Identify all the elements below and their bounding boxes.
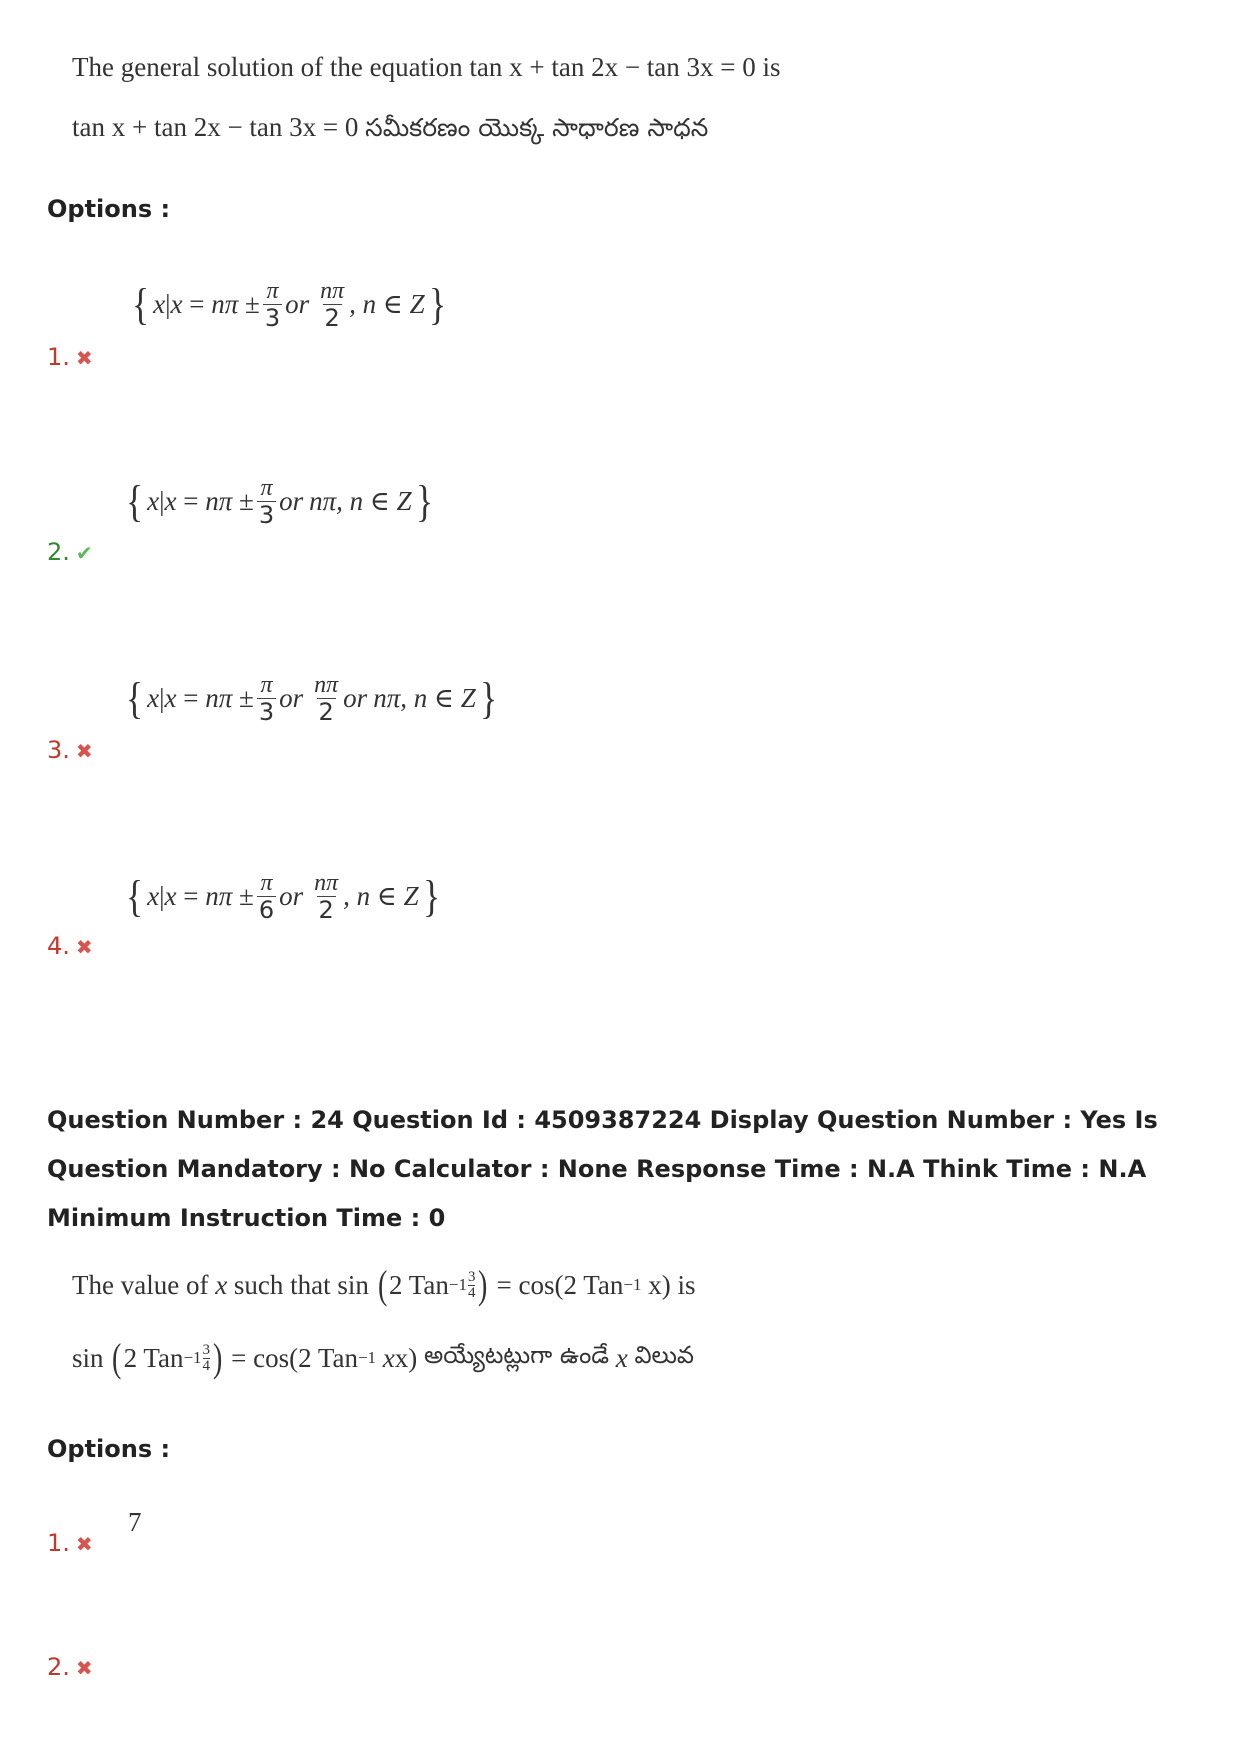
wrong-mark-icon: ✖	[75, 1532, 93, 1556]
wrong-mark-icon: ✖	[75, 1656, 93, 1680]
question-text-english: The general solution of the equation tan x + tan 2x − tan 3x = 0 is	[72, 52, 781, 82]
option-3-expression: { x | x = nπ ± $\frac{\pi}{3}$ or $\frac{n\pi}{2}$ or nπ, n ∈ Z }	[126, 672, 497, 726]
option-4-expression: { x | x = nπ ± $\frac{\pi}{6}$ or $\frac{n\pi}{2}$ , n ∈ Z }	[126, 870, 440, 924]
option-2-number: 2. ✔	[47, 538, 93, 566]
question-24-text-telugu: sin ( 2 Tan −1 3 4 ) = cos(2 Tan −1 x x) అయ్యేటట్లుగా ఉండే x విలువ	[72, 1335, 694, 1380]
option-1-number: 1. ✖	[47, 343, 93, 371]
question-24-text-english: The value of x such that sin ( 2 Tan −1 3 4 ) = cos(2 Tan −1 x) is	[72, 1262, 696, 1307]
option-3-number: 3. ✖	[47, 736, 93, 764]
options-label-q24: Options :	[47, 1435, 171, 1463]
option-2-expression: { x | x = nπ ± $\frac{\pi}{3}$ or nπ, n ∈ Z }	[126, 475, 433, 529]
q24-option-1-value: 7	[128, 1507, 142, 1537]
question-24-metadata: Question Number : 24 Question Id : 4509387224 Display Question Number : Yes Is Question Mandatory : No Calculator : None Response Time : N.A Think Time : N.A Minimum Instruction Time : 0	[47, 1106, 1158, 1232]
wrong-mark-icon: ✖	[75, 935, 93, 959]
wrong-mark-icon: ✖	[75, 346, 93, 370]
correct-check-icon: ✔	[75, 541, 93, 565]
option-1-expression: { x | x = nπ ± $\frac{\pi}{3}$ or $\frac{n\pi}{2}$ , n ∈ Z }	[132, 278, 446, 332]
q24-option-2-number: 2. ✖	[47, 1653, 93, 1681]
option-4-number: 4. ✖	[47, 932, 93, 960]
q24-option-1-number: 1. ✖	[47, 1529, 93, 1557]
options-label: Options :	[47, 195, 171, 223]
wrong-mark-icon: ✖	[75, 739, 93, 763]
question-text-telugu: tan x + tan 2x − tan 3x = 0 సమీకరణం యొక్క సాధారణ సాధన	[72, 112, 709, 142]
